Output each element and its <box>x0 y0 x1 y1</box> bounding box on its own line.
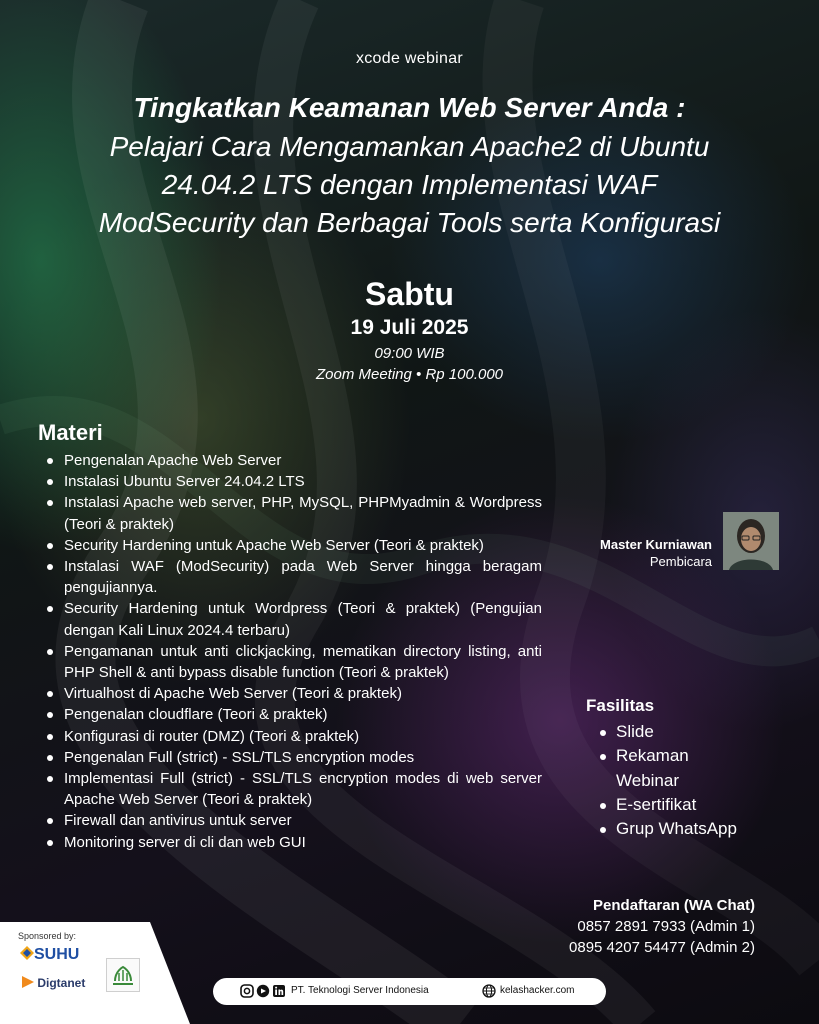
list-item: Grup WhatsApp <box>598 817 798 841</box>
list-item: Slide <box>598 720 798 744</box>
list-item: Instalasi WAF (ModSecurity) pada Web Server hingga beragam pengujiannya. <box>44 556 542 598</box>
list-item: Monitoring server di cli dan web GUI <box>44 832 542 853</box>
website-link[interactable]: kelashacker.com <box>500 985 575 996</box>
list-item: Implementasi Full (strict) - SSL/TLS encryption modes di web server Apache Web Server (Teori & praktek) <box>44 768 542 810</box>
digtanet-logo <box>22 976 85 990</box>
list-item: Instalasi Ubuntu Server 24.04.2 LTS <box>44 471 542 492</box>
subtitle-line: ModSecurity dan Berbagai Tools serta Konfigurasi <box>98 207 721 238</box>
list-item: Security Hardening untuk Apache Web Server (Teori & praktek) <box>44 535 542 556</box>
list-item: Pengenalan Apache Web Server <box>44 450 542 471</box>
subtitle-line: 24.04.2 LTS dengan Implementasi WAF <box>161 169 658 200</box>
registration-heading: Pendaftaran (WA Chat) <box>593 897 755 914</box>
materi-heading: Materi <box>38 420 103 445</box>
list-item: E-sertifikat <box>598 793 798 817</box>
list-item: Instalasi Apache web server, PHP, MySQL, PHPMyadmin & Wordpress (Teori & praktek) <box>44 492 542 534</box>
suhu-logo <box>20 946 79 964</box>
list-item: Security Hardening untuk Wordpress (Teori & praktek) (Pengujian dengan Kali Linux 2024.4 terbaru) <box>44 598 542 640</box>
list-item-text: Rekaman Webinar <box>616 746 689 790</box>
globe-icon <box>482 984 496 1003</box>
registration-phone-admin-1[interactable]: 0857 2891 7933 (Admin 1) <box>577 918 755 935</box>
suhu-logo-text: SUHU <box>34 946 80 963</box>
list-item: Virtualhost di Apache Web Server (Teori & praktek) <box>44 683 542 704</box>
linkedin-icon[interactable] <box>273 985 285 997</box>
registration-phone-admin-2[interactable]: 0895 4207 54477 (Admin 2) <box>569 939 755 956</box>
list-item <box>598 744 708 793</box>
materi-list <box>44 450 542 853</box>
instagram-icon[interactable] <box>241 985 253 997</box>
leaf-icon <box>107 959 139 991</box>
event-day: Sabtu <box>365 276 454 312</box>
youtube-icon[interactable] <box>257 985 269 997</box>
speaker-role: Pembicara <box>649 554 712 569</box>
event-venue-price: Zoom Meeting • Rp 100.000 <box>315 366 504 383</box>
page-subtitle <box>0 128 819 242</box>
suhu-logo-icon <box>20 946 34 960</box>
brand-label: xcode webinar <box>355 50 464 67</box>
list-item: Pengamanan untuk anti clickjacking, mematikan directory listing, anti PHP Shell & anti bypass disable function (Teori & praktek) <box>44 641 542 683</box>
digtanet-logo-text: Digtanet <box>37 976 86 990</box>
fasilitas-heading: Fasilitas <box>586 696 655 715</box>
list-item: Pengenalan cloudflare (Teori & praktek) <box>44 704 542 725</box>
digtanet-logo-icon <box>22 976 34 988</box>
event-date: 19 Juli 2025 <box>350 316 469 339</box>
avatar <box>723 512 779 570</box>
company-name: PT. Teknologi Server Indonesia <box>291 985 429 996</box>
list-item: Konfigurasi di router (DMZ) (Teori & praktek) <box>44 726 542 747</box>
fasilitas-list <box>598 720 798 841</box>
sponsor-label: Sponsored by: <box>18 931 77 941</box>
speaker-name: Master Kurniawan <box>600 537 712 552</box>
page-title: Tingkatkan Keamanan Web Server Anda : <box>133 92 686 123</box>
partner-logo-icon <box>106 958 140 992</box>
social-icons <box>240 984 288 1003</box>
list-item: Firewall dan antivirus untuk server <box>44 810 542 831</box>
speaker-photo-icon <box>723 512 779 570</box>
event-time: 09:00 WIB <box>374 345 445 362</box>
list-item: Pengenalan Full (strict) - SSL/TLS encryption modes <box>44 747 542 768</box>
subtitle-line: Pelajari Cara Mengamankan Apache2 di Ubuntu <box>109 131 710 162</box>
